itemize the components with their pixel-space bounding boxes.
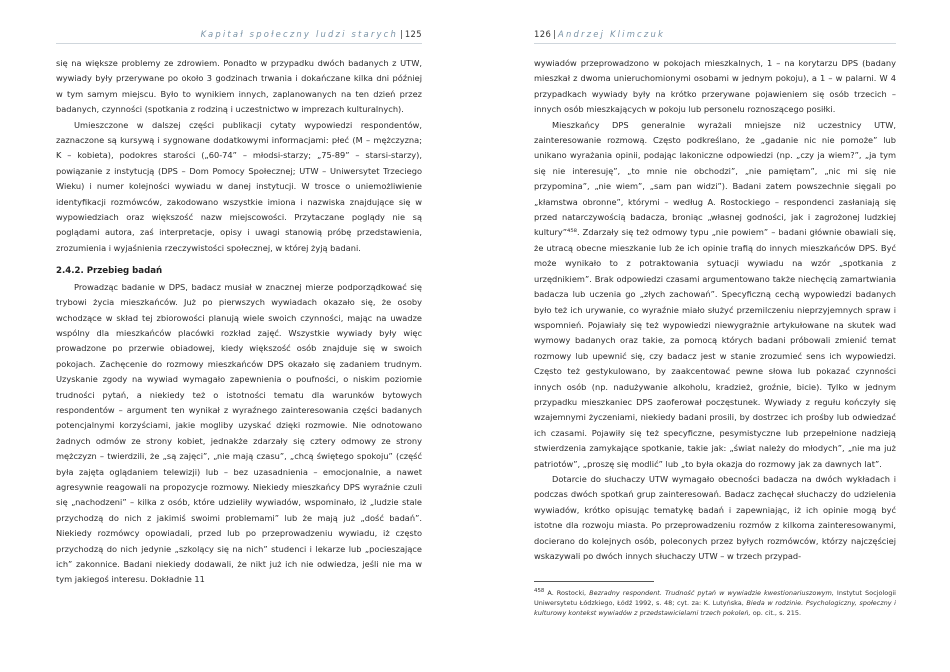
right-paragraph-1: wywiadów przeprowadzono w pokojach mieszkalnych, 1 – na korytarzu DPS (badany mieszkał z dwoma unieruchomionymi osobami w jednym pokoju), a 1 – w palarni. W 4 przypadkach wywiady były na krótko przerywane pojawieniem się osób trzecich – innych osób mieszkających w pokoju lub personelu roznoszącego posiłki. [534, 58, 896, 115]
footnote [534, 586, 896, 618]
left-page-number: 125 [404, 29, 422, 39]
right-header-rule [534, 43, 896, 44]
left-paragraph-2: Umieszczone w dalszej części publikacji cytaty wypowiedzi respondentów, zaznaczone są kursywą i sygnowane dodatkowymi informacjami: płeć (M – mężczyzna; K – kobieta), podokres starości („60-74” – młodsi-starzy; „75-89” – starsi-starzy), powiązanie z instytucją (DPS – Dom Pomocy Społecznej; UTW – Uniwersytet Trzeciego Wieku) i numer kolejności wywiadu w danej instytucji. W trosce o uniemożliwienie identyfikacji rozmówców, zakodowano wszystkie imiona i nazwiska znajdujące się w wypowiedziach oraz większość nazw miejscowości. Przytaczane poglądy nie są poglądami autora, zaś interpretacje, opisy i uwagi stanowią próbę przedstawienia, zrozumienia i wyjaśnienia rzeczywistości społecznej, w której żyją badani. [56, 119, 422, 253]
right-page-number: 126 [534, 29, 552, 39]
left-body [56, 56, 422, 588]
left-paragraph-3: Prowadząc badanie w DPS, badacz musiał w znacznej mierze podporządkować się trybowi życia mieszkańców. Już po pierwszych wywiadach okazało się, że osoby wchodzące w skład tej zbiorowości planują wiele swoich czynności, mając na uwadze wspólny dla mieszkańców placówki rozkład zajęć. Wszystkie wywiady były więc prowadzone po przerwie obiadowej, kiedy większość osób znajduje się w swoich pokojach. Zachęcenie do rozmowy mieszkańców DPS okazało się zadaniem trudnym. Uzyskanie zgody na wywiad wymagało zapewnienia o poufności, o niskim poziomie trudności pytań, a niekiedy też o istotności tematu dla warunków bytowych respondentów – argument ten wynikał z wyraźnego zainteresowania części badanych potencjalnymi korzyściami, jakie mogliby uzyskać dzięki rozmowie. Nie odnotowano żadnych odmów ze strony kobiet, jednakże zdarzały się cztery odmowy ze strony mężczyzn – twierdzili, że „są zajęci”, „nie mają czasu”, „chcą świętego spokoju” (część była zajęta oglądaniem telewizji) lub – bez uzasadnienia – emocjonalnie, a nawet agresywnie reagowali na propozycje rozmowy. Niekiedy mieszkańcy DPS wyraźnie czuli się „nachodzeni” – kilka z osób, które udzieliły wywiadów, wspominało, iż „ludzie stale przychodzą do nich z jakimiś swoimi problemami” lub że mają już „dość badań”. Niekiedy rozmówcy opowiadali, przed lub po przeprowadzeniu wywiadu, iż często przychodzą do nich jedynie „szkolący się na nich” studenci i lekarze lub „pocieszające ich” zakonnice. Badani niekiedy dodawali, że nikt już ich nie odwiedza, jeśli nie ma w tym jakiegoś interesu. Dokładnie 11 [56, 281, 422, 585]
footnote-number: 458 [534, 588, 545, 594]
left-header-rule [56, 43, 422, 44]
footnote-tail: op. cit., s. 215. [752, 609, 802, 618]
header-separator: | [399, 29, 403, 39]
left-paragraph-1: się na większe problemy ze zdrowiem. Ponadto w przypadku dwóch badanych z UTW, wywiady były przerywane po około 3 godzinach trwania i dokańczane kilka dni później w tym samym miejscu. Było to wynikiem innych, zaplanowanych na ten dzień przez badanych, czynności (spotkania z rodziną i uczestnictwo w imprezach kulturalnych). [56, 58, 422, 115]
footnote-publisher: Instytut Socjologii Uniwersytetu Łódzkiego, Łódź 1992, s. 48; cyt. za: K. Lutyńska, [534, 589, 896, 608]
right-body [534, 56, 896, 564]
right-paragraph-3: Dotarcie do słuchaczy UTW wymagało obecności badacza na dwóch wykładach i podczas dwóch spotkań grup zainteresowań. Badacz zachęcał słuchaczy do udzielenia wywiadów, krótko opisując tematykę badań i zapewniając, iż ich opinie mogą być istotne dla rozwoju miasta. Po przeprowadzeniu rozmów z kilkoma zainteresowanymi, docierano do kolejnych osób, poleconych przez byłych rozmówców, którzy najczęściej wskazywali po dwóch innych słuchaczy UTW – w trzech przypad- [534, 473, 896, 561]
footnote-title-2: Bieda w rodzinie. Psychologiczny, społeczny i kulturowy kontekst wywiadów z przedstawicielami trzech pokoleń, [534, 599, 896, 618]
right-paragraph-2: Mieszkańcy DPS generalnie wyrażali mniejsze niż uczestnicy UTW, zainteresowanie rozmową. Często podkreślano, że „gadanie nic nie pomoże” lub unikano wyrażania opinii, podając lakoniczne odpowiedzi (np. „czy ja wiem?”, „ja tym się nie interesuję”, „to mnie nie obchodzi”, „nie pamiętam”, „nic mi się nie przypomina”, „nie wiem”, „sam pan widzi”). Badani zatem powszechnie sięgali po „kłamstwa obronne”, którymi – według A. Rostockiego – respondenci zasłaniają się przed natarczywością badacza, broniąc „własnej godności, jak i zagrożonej ludzkiej kultury”⁴⁵⁸. Zdarzały się też odmowy typu „nie powiem” – badani głównie obawiali się, że utracą obecne mieszkanie lub że ich opinie trafią do innych mieszkańców DPS. Być może wynikało to z potraktowania sytuacji wywiadu na wzór „spotkania z urzędnikiem”. Brak odpowiedzi czasami argumentowano także niechęcią zamartwiania badacza lub uczenia go „złych zachowań”. Specyficzną cechą wypowiedzi badanych było też ich urywanie, co wyraźnie miało służyć przemilczeniu nieprzyjemnych spraw i wspomnień. Pojawiały się też wypowiedzi niewygrażnie artykułowane na skutek wad wymowy badanych oraz takie, za pomocą których badani próbowali zmienić temat rozmowy lub upewnić się, czy badacz jest w stanie zrozumieć sens ich wypowiedzi. Często też gestykulowano, by zaakcentować pewne słowa lub pokazać czynności innych osób (np. nadużywanie alkoholu, kradzież, groźnie, bicie). Tylko w jednym przypadku mieszkaniec DPS zaoferował poczęstunek. Wywiady z regułu kończyły się wzajemnymi życzeniami, niekiedy badani prosili, by dostrzec ich prośby lub odwiedzać ich czasami. Pojawiły się też specyficzne, pesymistyczne lub przepełnione nadzieją stwierdzenia zamykające spotkanie, takie jak: „świat należy do młodych”, „nie ma już patriotów”, „proszę się modlić” lub „to była okazja do rozmowy jak za dawnych lat”. [534, 119, 896, 469]
left-page [56, 0, 422, 672]
left-header-title: Kapitał społeczny ludzi starych [200, 29, 398, 39]
footnote-rule [534, 581, 654, 582]
footnote-title-1: Bezradny respondent. Trudność pytań w wywiadzie kwestionariuszowym, [589, 589, 834, 598]
right-running-header [534, 29, 665, 39]
footnote-author: A. Rostocki, [547, 589, 587, 598]
right-page [534, 0, 896, 672]
header-separator: | [553, 29, 557, 39]
section-heading: 2.4.2. Przebieg badań [56, 266, 163, 277]
left-running-header [201, 29, 422, 39]
right-header-author: Andrzej Klimczuk [558, 29, 666, 39]
